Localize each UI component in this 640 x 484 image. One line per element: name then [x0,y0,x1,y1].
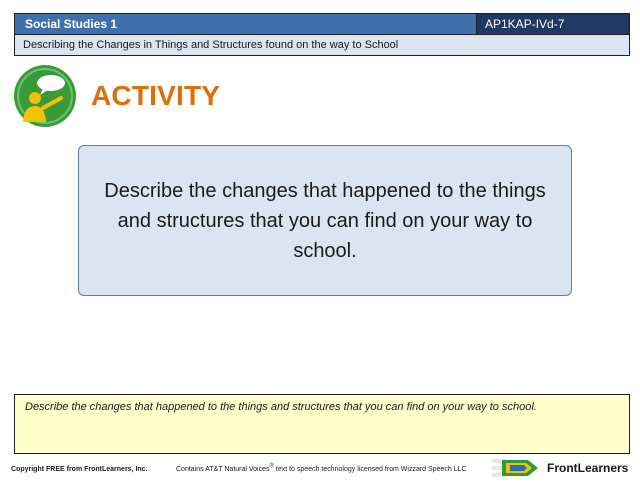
subject-label: Social Studies 1 [15,14,477,34]
registered-mark: ® [269,463,274,470]
lesson-header [14,13,630,56]
footer-notice-start: Contains AT&T Natural Voices [176,466,270,473]
instruction-card [78,145,572,296]
footer-notice [176,465,467,475]
notes-box [14,394,630,454]
instruction-text: Describe the changes that happened to the things and structures that you can find on your way to school. [104,179,546,262]
footer-notice-end: text to speech technology licensed from Wizzard Speech LLC [273,466,467,473]
competency-code: AP1KAP-IVd-7 [477,14,629,34]
teacher-speech-icon [13,64,77,128]
notes-text: Describe the changes that happened to the things and structures that you can find on your way to school. [25,401,537,413]
lesson-topic: Describing the Changes in Things and Structures found on the way to School [15,35,629,55]
brand-name: FrontLearners [547,461,629,475]
activity-title: ACTIVITY [91,80,221,111]
lesson-header-top-row [15,14,629,35]
frontlearners-logo-icon [492,457,544,479]
footer-copyright: Copyright FREE from FrontLearners, Inc. [11,466,148,473]
